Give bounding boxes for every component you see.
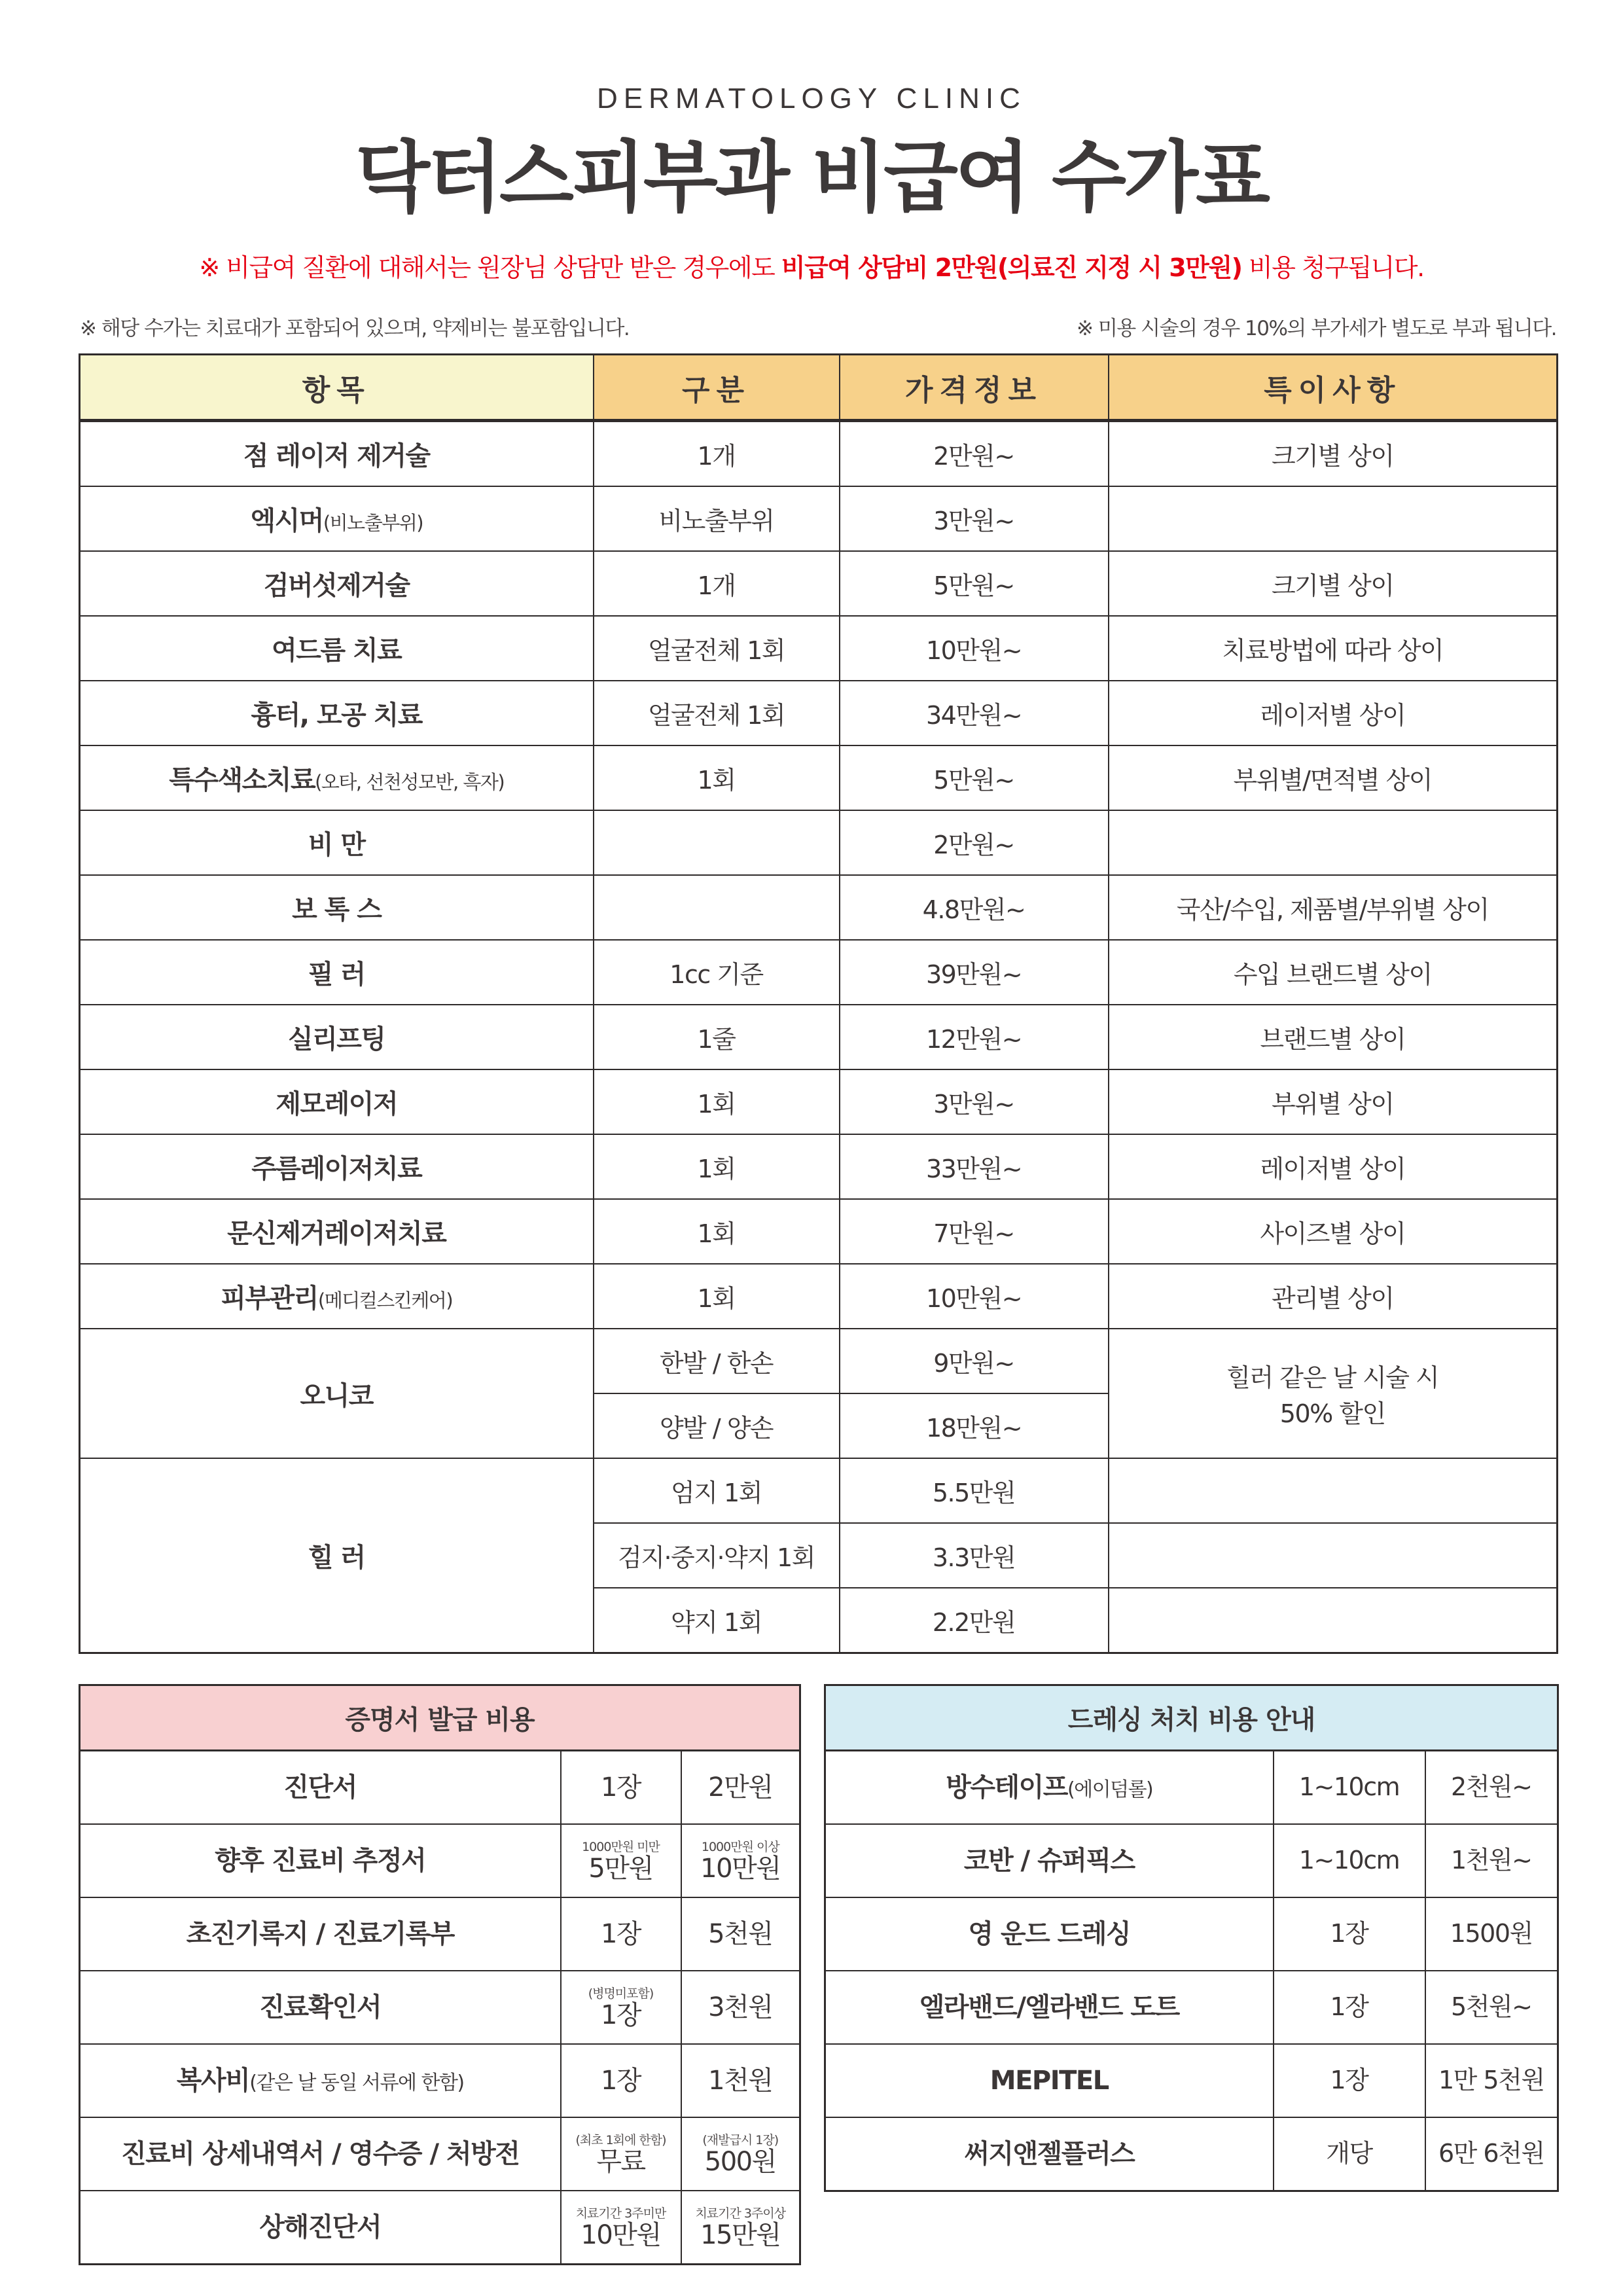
price-cell: 2천원~ [1425,1751,1558,1825]
remark-cell [1109,1588,1558,1653]
dressing-note: (에이덤롤) [1067,1778,1153,1801]
price-cell: 7만원~ [840,1199,1109,1264]
document-label: 초진기록지 / 진료기록부 [186,1919,454,1949]
price-cell [681,1897,800,1971]
table-row [825,1824,1558,1897]
category-cell: 얼굴전체 1회 [594,616,840,681]
category-cell: 양발 / 양손 [594,1393,840,1458]
quantity-cell [561,2044,681,2117]
quantity-cell: 1장 [1274,1971,1425,2044]
item-label: 피부관리 [221,1283,318,1314]
remark-cell: 레이저별 상이 [1109,681,1558,745]
price-value: 500원 [704,2147,776,2177]
dressing-name [825,1824,1274,1897]
item-name [80,681,594,745]
price-cell: 10만원~ [840,616,1109,681]
price-cell: 12만원~ [840,1005,1109,1069]
category-cell: 한발 / 한손 [594,1329,840,1393]
item-name: 오니코 [80,1329,594,1458]
remark-line: 힐러 같은 날 시술 시 [1226,1363,1439,1392]
category-cell: 검지·중지·약지 1회 [594,1523,840,1588]
note-medication-excluded: ※ 해당 수가는 치료대가 포함되어 있으며, 약제비는 불포함입니다. [80,317,630,340]
price-cell [681,2191,800,2265]
item-note: (비노출부위) [323,512,423,534]
price-note: (재발급시 1장) [702,2133,779,2147]
remark-cell: 부위별/면적별 상이 [1109,745,1558,810]
document-label: 진료비 상세내역서 / 영수증 / 처방전 [121,2139,520,2169]
category-cell [594,810,840,875]
price-cell: 1500원 [1425,1897,1558,1971]
price-cell: 5천원~ [1425,1971,1558,2044]
price-cell: 2만원~ [840,421,1109,487]
category-cell: 1회 [594,1134,840,1199]
price-cell: 1천원~ [1425,1824,1558,1897]
price-cell: 18만원~ [840,1393,1109,1458]
quantity-value: 1장 [600,1772,641,1803]
price-cell [681,2117,800,2191]
quantity-value: 무료 [596,2147,645,2177]
quantity-cell: 1~10cm [1274,1824,1425,1897]
quantity-cell [561,1897,681,1971]
price-cell: 3만원~ [840,1069,1109,1134]
remark-cell: 크기별 상이 [1109,551,1558,616]
table-row [825,2117,1558,2191]
item-name [80,486,594,551]
price-cell: 3만원~ [840,486,1109,551]
quantity-cell: 1장 [1274,2044,1425,2117]
price-cell [681,1751,800,1825]
dressing-name [825,1971,1274,2044]
quantity-cell [561,2191,681,2265]
price-cell: 4.8만원~ [840,875,1109,940]
remark-cell: 사이즈별 상이 [1109,1199,1558,1264]
dressing-fee-table [824,1684,1559,2192]
price-cell [681,1971,800,2044]
item-name [80,810,594,875]
price-cell: 10만원~ [840,1264,1109,1329]
remark-cell: 관리별 상이 [1109,1264,1558,1329]
table-row [80,875,1558,940]
table-row [80,1264,1558,1329]
remark-cell: 부위별 상이 [1109,1069,1558,1134]
dressing-name [825,1897,1274,1971]
price-value: 10만원 [700,1854,781,1884]
item-name [80,745,594,810]
dressing-label: 써지앤젤플러스 [964,2139,1135,2169]
dressing-name [825,2117,1274,2191]
price-cell: 9만원~ [840,1329,1109,1393]
document-name [80,2191,561,2265]
dressing-name [825,2044,1274,2117]
document-label: 향후 진료비 추정서 [215,1846,426,1876]
quantity-cell: 1~10cm [1274,1751,1425,1825]
item-label: 특수색소치료 [169,765,315,795]
table-row [80,1824,800,1897]
price-cell: 5만원~ [840,745,1109,810]
item-label: 여드름 치료 [272,636,402,666]
document-label: 진료확인서 [259,1992,382,2022]
category-cell: 비노출부위 [594,486,840,551]
remark-cell [1109,486,1558,551]
item-name [80,1199,594,1264]
category-cell [594,875,840,940]
document-name [80,2044,561,2117]
table-row [825,2044,1558,2117]
dressing-table-title: 드레싱 처치 비용 안내 [825,1685,1558,1751]
quantity-value: 5만원 [588,1854,653,1884]
item-name [80,616,594,681]
table-row [825,1971,1558,2044]
price-cell [681,2044,800,2117]
table-row [825,1751,1558,1825]
table-row-healer [80,1458,1558,1523]
category-cell: 1회 [594,1069,840,1134]
item-label: 보 톡 스 [292,895,382,925]
item-label: 점 레이저 제거술 [243,441,430,471]
table-row [80,1005,1558,1069]
price-cell: 33만원~ [840,1134,1109,1199]
item-name [80,940,594,1005]
remark-cell: 수입 브랜드별 상이 [1109,940,1558,1005]
quantity-note: 1000만원 미만 [582,1840,660,1854]
category-cell: 얼굴전체 1회 [594,681,840,745]
price-cell: 5.5만원 [840,1458,1109,1523]
item-label: 실리프팅 [287,1024,385,1054]
notice-prefix: ※ 비급여 질환에 대해서는 원장님 상담만 받은 경우에도 [199,253,781,282]
document-name [80,1751,561,1825]
certificate-fee-table [79,1684,801,2265]
item-label: 검버섯제거술 [263,571,410,601]
dressing-label: 코반 / 슈퍼픽스 [963,1846,1135,1876]
quantity-value: 1장 [600,2000,641,2030]
category-cell: 엄지 1회 [594,1458,840,1523]
quantity-note: (최초 1회에 한함) [575,2133,666,2147]
remark-cell: 치료방법에 따라 상이 [1109,616,1558,681]
non-covered-fee-table [79,353,1558,1654]
document-label: 진단서 [283,1772,357,1803]
category-cell: 1cc 기준 [594,940,840,1005]
table-row [80,681,1558,745]
quantity-value: 1장 [600,1919,641,1949]
price-value: 5천원 [708,1919,773,1949]
item-label: 주름레이저치료 [251,1154,422,1184]
note-vat: ※ 미용 시술의 경우 10%의 부가세가 별도로 부과 됩니다. [1077,317,1556,340]
document-name [80,1824,561,1897]
quantity-note: (병명미포함) [588,1986,654,2001]
price-cell: 3.3만원 [840,1523,1109,1588]
table-row [825,1897,1558,1971]
item-label: 필 러 [308,960,365,990]
quantity-note: 치료기간 3주미만 [575,2206,666,2221]
category-cell: 1회 [594,745,840,810]
table-row [80,1751,800,1825]
price-cell: 39만원~ [840,940,1109,1005]
remark-cell: 레이저별 상이 [1109,1134,1558,1199]
dressing-name [825,1751,1274,1825]
document-note: (같은 날 동일 서류에 한함) [249,2072,464,2094]
price-value: 1천원 [708,2066,773,2096]
certificate-table-title: 증명서 발급 비용 [80,1685,800,1751]
page-title: 닥터스피부과 비급여 수가표 [355,132,1268,223]
price-value: 15만원 [700,2220,781,2250]
column-header-price: 가격정보 [840,355,1109,421]
price-value: 3천원 [708,1992,773,2022]
table-row [80,1134,1558,1199]
table-row [80,2117,800,2191]
price-cell: 2.2만원 [840,1588,1109,1653]
table-row [80,1199,1558,1264]
item-name [80,421,594,487]
clinic-subtitle: DERMATOLOGY CLINIC [597,82,1026,115]
remark-cell [1109,1523,1558,1588]
table-row [80,2044,800,2117]
price-cell: 6만 6천원 [1425,2117,1558,2191]
table-row [80,2191,800,2265]
consultation-fee-notice [0,247,1623,283]
dressing-label: 엘라밴드/엘라밴드 도트 [919,1992,1179,2022]
remark-cell: 국산/수입, 제품별/부위별 상이 [1109,875,1558,940]
table-row [80,1069,1558,1134]
notice-emphasis: 비급여 상담비 2만원(의료진 지정 시 3만원) [781,253,1242,282]
dressing-label: MEPITEL [990,2066,1109,2096]
dressing-label: 방수테이프 [946,1772,1067,1803]
quantity-value: 1장 [600,2066,641,2096]
item-name [80,1005,594,1069]
table-row [80,421,1558,487]
item-note: (오타, 선천성모반, 흑자) [315,771,505,793]
category-cell: 1회 [594,1199,840,1264]
category-cell: 1개 [594,421,840,487]
table-header-row [80,355,1558,421]
table-row [80,1897,800,1971]
item-name: 힐 러 [80,1458,594,1653]
quantity-cell: 개당 [1274,2117,1425,2191]
table-row [80,810,1558,875]
column-header-remark: 특이사항 [1109,355,1558,421]
remark-cell: 크기별 상이 [1109,421,1558,487]
quantity-cell [561,2117,681,2191]
table-row [80,551,1558,616]
document-label: 상해진단서 [259,2212,382,2242]
price-note: 치료기간 3주이상 [695,2206,786,2221]
price-cell: 5만원~ [840,551,1109,616]
document-name [80,2117,561,2191]
price-cell [681,1824,800,1897]
item-label: 엑시머 [250,506,323,536]
price-cell: 1만 5천원 [1425,2044,1558,2117]
document-name [80,1971,561,2044]
price-value: 2만원 [708,1772,773,1803]
quantity-cell [561,1824,681,1897]
notice-suffix: 비용 청구됩니다. [1241,253,1424,282]
item-note: (메디컬스킨케어) [317,1289,453,1312]
quantity-cell [561,1751,681,1825]
item-label: 흉터, 모공 치료 [251,700,422,730]
remark-cell [1109,1458,1558,1523]
quantity-cell [561,1971,681,2044]
item-label: 문신제거레이저치료 [227,1219,446,1249]
item-label: 제모레이저 [276,1089,398,1119]
category-cell: 1줄 [594,1005,840,1069]
remark-line: 50% 할인 [1279,1399,1385,1428]
column-header-category: 구분 [594,355,840,421]
price-cell: 34만원~ [840,681,1109,745]
document-name [80,1897,561,1971]
category-cell: 1개 [594,551,840,616]
quantity-value: 10만원 [580,2220,661,2250]
item-name [80,1134,594,1199]
remark-cell [1109,810,1558,875]
column-header-item: 항목 [80,355,594,421]
category-cell: 약지 1회 [594,1588,840,1653]
item-name [80,1069,594,1134]
item-name [80,875,594,940]
dressing-label: 영 운드 드레싱 [968,1919,1131,1949]
document-label: 복사비 [176,2066,250,2096]
item-name [80,551,594,616]
remark-cell [1109,1329,1558,1458]
item-name [80,1264,594,1329]
item-label: 비 만 [308,830,365,860]
category-cell: 1회 [594,1264,840,1329]
table-row [80,940,1558,1005]
table-row [80,1971,800,2044]
table-row-onyco [80,1329,1558,1393]
remark-cell: 브랜드별 상이 [1109,1005,1558,1069]
price-cell: 2만원~ [840,810,1109,875]
table-row [80,616,1558,681]
price-note: 1000만원 이상 [701,1840,779,1854]
table-row [80,486,1558,551]
table-row [80,745,1558,810]
quantity-cell: 1장 [1274,1897,1425,1971]
